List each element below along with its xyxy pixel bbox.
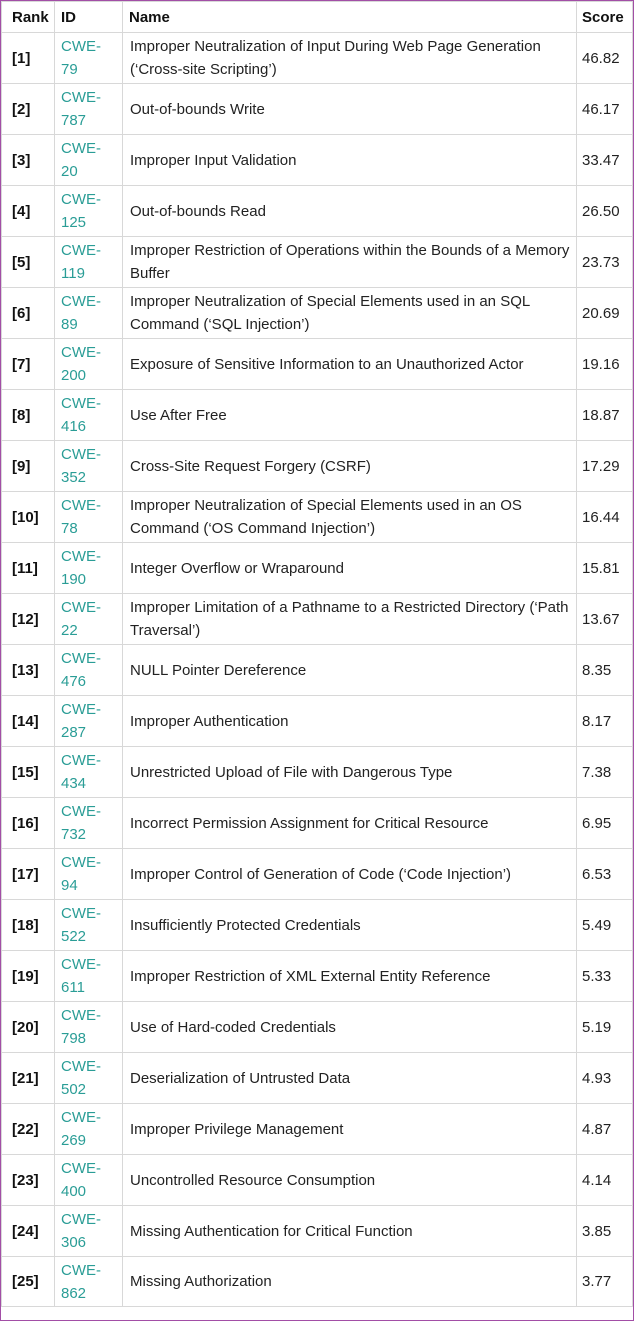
id-cell xyxy=(55,1155,123,1206)
name-cell: Improper Neutralization of Input During Web Page Generation (‘Cross-site Scripting’) xyxy=(123,33,577,84)
header-name: Name xyxy=(123,2,577,33)
score-cell: 5.19 xyxy=(577,1002,633,1053)
rank-cell: [12] xyxy=(2,594,55,645)
header-id: ID xyxy=(55,2,123,33)
score-cell: 17.29 xyxy=(577,441,633,492)
id-cell xyxy=(55,1053,123,1104)
rank-cell: [15] xyxy=(2,747,55,798)
name-cell: Exposure of Sensitive Information to an Unauthorized Actor xyxy=(123,339,577,390)
rank-cell: [18] xyxy=(2,900,55,951)
rank-cell: [21] xyxy=(2,1053,55,1104)
rank-cell: [9] xyxy=(2,441,55,492)
name-cell: Deserialization of Untrusted Data xyxy=(123,1053,577,1104)
table-row xyxy=(2,288,633,339)
id-cell xyxy=(55,1206,123,1257)
rank-cell: [22] xyxy=(2,1104,55,1155)
table-row xyxy=(2,951,633,1002)
name-cell: NULL Pointer Dereference xyxy=(123,645,577,696)
name-cell: Use of Hard-coded Credentials xyxy=(123,1002,577,1053)
cwe-link[interactable]: CWE- 416 xyxy=(61,395,101,435)
rank-cell: [24] xyxy=(2,1206,55,1257)
cwe-link[interactable]: CWE- 125 xyxy=(61,191,101,231)
table-body xyxy=(2,33,633,1307)
id-cell xyxy=(55,390,123,441)
score-cell: 18.87 xyxy=(577,390,633,441)
id-cell xyxy=(55,1257,123,1307)
cwe-link[interactable]: CWE- 862 xyxy=(61,1261,101,1302)
id-cell xyxy=(55,900,123,951)
cwe-link[interactable]: CWE- 20 xyxy=(61,140,101,180)
table-row xyxy=(2,696,633,747)
cwe-link[interactable]: CWE- 200 xyxy=(61,344,101,384)
rank-cell: [4] xyxy=(2,186,55,237)
table-row xyxy=(2,84,633,135)
rank-cell: [3] xyxy=(2,135,55,186)
table-row xyxy=(2,1155,633,1206)
cwe-link[interactable]: CWE- 306 xyxy=(61,1211,101,1251)
table-row xyxy=(2,1104,633,1155)
score-cell: 4.87 xyxy=(577,1104,633,1155)
id-cell xyxy=(55,1002,123,1053)
table-row xyxy=(2,390,633,441)
name-cell: Integer Overflow or Wraparound xyxy=(123,543,577,594)
rank-cell: [5] xyxy=(2,237,55,288)
name-cell: Improper Neutralization of Special Elements used in an SQL Command (‘SQL Injection’) xyxy=(123,288,577,339)
table-row xyxy=(2,1002,633,1053)
rank-cell: [17] xyxy=(2,849,55,900)
cwe-link[interactable]: CWE- 476 xyxy=(61,650,101,690)
id-cell xyxy=(55,747,123,798)
id-cell xyxy=(55,951,123,1002)
name-cell: Insufficiently Protected Credentials xyxy=(123,900,577,951)
table-row xyxy=(2,1053,633,1104)
cwe-link[interactable]: CWE- 78 xyxy=(61,497,101,537)
score-cell: 4.14 xyxy=(577,1155,633,1206)
table-row xyxy=(2,33,633,84)
cwe-link[interactable]: CWE- 119 xyxy=(61,242,101,282)
header-score: Score xyxy=(577,2,633,33)
table-row xyxy=(2,186,633,237)
rank-cell: [8] xyxy=(2,390,55,441)
score-cell: 7.38 xyxy=(577,747,633,798)
score-cell: 16.44 xyxy=(577,492,633,543)
score-cell: 20.69 xyxy=(577,288,633,339)
score-cell: 46.17 xyxy=(577,84,633,135)
cwe-link[interactable]: CWE- 287 xyxy=(61,701,101,741)
score-cell: 26.50 xyxy=(577,186,633,237)
table-row xyxy=(2,339,633,390)
name-cell: Improper Input Validation xyxy=(123,135,577,186)
rank-cell: [19] xyxy=(2,951,55,1002)
id-cell xyxy=(55,237,123,288)
name-cell: Improper Limitation of a Pathname to a Restricted Directory (‘Path Traversal’) xyxy=(123,594,577,645)
id-cell xyxy=(55,186,123,237)
score-cell: 15.81 xyxy=(577,543,633,594)
cwe-link[interactable]: CWE- 611 xyxy=(61,956,101,996)
score-cell: 3.77 xyxy=(577,1257,633,1307)
name-cell: Improper Control of Generation of Code (‘Code Injection’) xyxy=(123,849,577,900)
rank-cell: [23] xyxy=(2,1155,55,1206)
table-row xyxy=(2,900,633,951)
name-cell: Improper Privilege Management xyxy=(123,1104,577,1155)
rank-cell: [16] xyxy=(2,798,55,849)
cwe-link[interactable]: CWE- 522 xyxy=(61,905,101,945)
name-cell: Out-of-bounds Write xyxy=(123,84,577,135)
score-cell: 8.17 xyxy=(577,696,633,747)
rank-cell: [14] xyxy=(2,696,55,747)
table-row xyxy=(2,441,633,492)
id-cell xyxy=(55,543,123,594)
name-cell: Improper Neutralization of Special Elements used in an OS Command (‘OS Command Injection’) xyxy=(123,492,577,543)
id-cell xyxy=(55,645,123,696)
name-cell: Unrestricted Upload of File with Dangerous Type xyxy=(123,747,577,798)
table-row xyxy=(2,849,633,900)
name-cell: Use After Free xyxy=(123,390,577,441)
cwe-link[interactable]: CWE- 352 xyxy=(61,446,101,486)
name-cell: Improper Authentication xyxy=(123,696,577,747)
cwe-link[interactable]: CWE- 798 xyxy=(61,1007,101,1047)
header-row xyxy=(2,2,633,33)
score-cell: 3.85 xyxy=(577,1206,633,1257)
score-cell: 6.53 xyxy=(577,849,633,900)
rank-cell: [6] xyxy=(2,288,55,339)
name-cell: Out-of-bounds Read xyxy=(123,186,577,237)
table-row xyxy=(2,237,633,288)
cwe-link[interactable]: CWE- 269 xyxy=(61,1109,101,1149)
cwe-link[interactable]: CWE- 400 xyxy=(61,1160,101,1200)
score-cell: 46.82 xyxy=(577,33,633,84)
table-row xyxy=(2,645,633,696)
id-cell xyxy=(55,135,123,186)
table-row xyxy=(2,135,633,186)
rank-cell: [10] xyxy=(2,492,55,543)
cwe-link[interactable]: CWE- 787 xyxy=(61,89,101,129)
score-cell: 33.47 xyxy=(577,135,633,186)
name-cell: Improper Restriction of Operations within the Bounds of a Memory Buffer xyxy=(123,237,577,288)
id-cell xyxy=(55,696,123,747)
id-cell xyxy=(55,441,123,492)
rank-cell: [13] xyxy=(2,645,55,696)
cwe-link[interactable]: CWE- 502 xyxy=(61,1058,101,1098)
cwe-link[interactable]: CWE- 89 xyxy=(61,293,101,333)
cwe-ranking-table xyxy=(1,1,633,1307)
cwe-link[interactable]: CWE- 434 xyxy=(61,752,101,792)
name-cell: Missing Authentication for Critical Function xyxy=(123,1206,577,1257)
header-rank: Rank xyxy=(2,2,55,33)
cwe-link[interactable]: CWE- 79 xyxy=(61,38,101,78)
id-cell xyxy=(55,849,123,900)
table-row xyxy=(2,543,633,594)
id-cell xyxy=(55,492,123,543)
rank-cell: [20] xyxy=(2,1002,55,1053)
cwe-link[interactable]: CWE- 732 xyxy=(61,803,101,843)
table-row xyxy=(2,594,633,645)
name-cell: Incorrect Permission Assignment for Critical Resource xyxy=(123,798,577,849)
table-row xyxy=(2,747,633,798)
cwe-link[interactable]: CWE- 190 xyxy=(61,548,101,588)
rank-cell: [7] xyxy=(2,339,55,390)
name-cell: Uncontrolled Resource Consumption xyxy=(123,1155,577,1206)
table-row xyxy=(2,1257,633,1307)
id-cell xyxy=(55,798,123,849)
score-cell: 5.33 xyxy=(577,951,633,1002)
score-cell: 6.95 xyxy=(577,798,633,849)
name-cell: Missing Authorization xyxy=(123,1257,577,1307)
table-header xyxy=(2,2,633,33)
id-cell xyxy=(55,84,123,135)
cwe-link[interactable]: CWE- 22 xyxy=(61,599,101,639)
score-cell: 19.16 xyxy=(577,339,633,390)
rank-cell: [11] xyxy=(2,543,55,594)
score-cell: 13.67 xyxy=(577,594,633,645)
table-row xyxy=(2,1206,633,1257)
score-cell: 5.49 xyxy=(577,900,633,951)
rank-cell: [2] xyxy=(2,84,55,135)
id-cell xyxy=(55,33,123,84)
rank-cell: [25] xyxy=(2,1257,55,1307)
score-cell: 8.35 xyxy=(577,645,633,696)
score-cell: 4.93 xyxy=(577,1053,633,1104)
id-cell xyxy=(55,288,123,339)
id-cell xyxy=(55,594,123,645)
id-cell xyxy=(55,1104,123,1155)
score-cell: 23.73 xyxy=(577,237,633,288)
table-row xyxy=(2,798,633,849)
name-cell: Improper Restriction of XML External Entity Reference xyxy=(123,951,577,1002)
cwe-link[interactable]: CWE- 94 xyxy=(61,854,101,894)
rank-cell: [1] xyxy=(2,33,55,84)
table-row xyxy=(2,492,633,543)
name-cell: Cross-Site Request Forgery (CSRF) xyxy=(123,441,577,492)
id-cell xyxy=(55,339,123,390)
